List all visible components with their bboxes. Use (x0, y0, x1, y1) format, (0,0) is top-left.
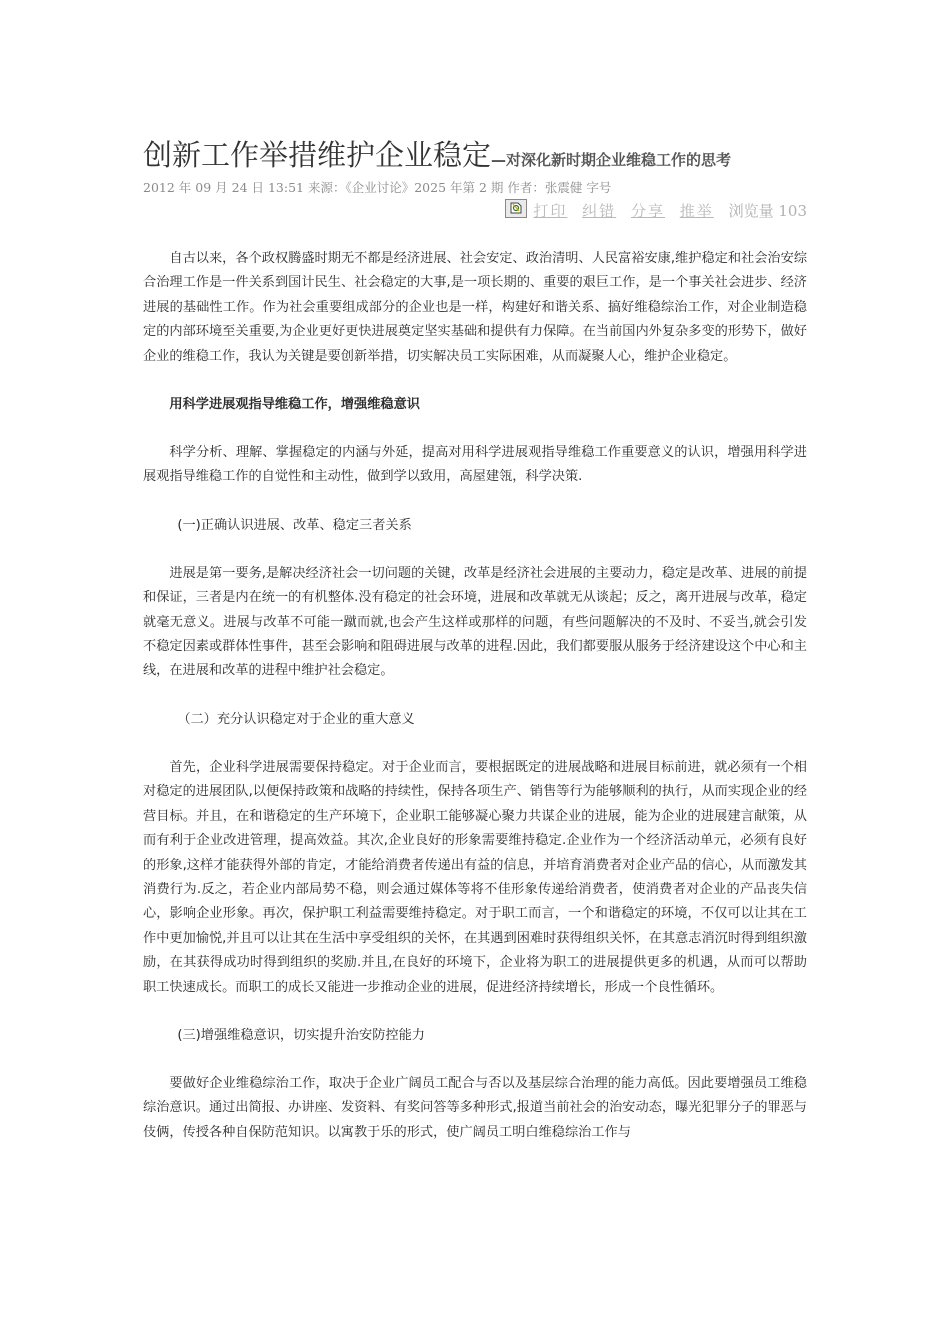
subsection-heading: （二）充分认识稳定对于企业的重大意义 (177, 711, 415, 727)
share-link[interactable]: 分享 (630, 202, 665, 220)
print-icon[interactable] (505, 199, 527, 218)
recommend-link[interactable]: 推举 (679, 202, 714, 220)
views-label: 浏览量 (728, 202, 774, 220)
article-subtitle: —对深化新时期企业维稳工作的思考 (491, 151, 732, 169)
paragraph: 进展是第一要务,是解决经济社会一切问题的关键，改革是经济社会进展的主要动力，稳定是改革、进展的前提和保证，三者是内在统一的有机整体.没有稳定的社会环境，进展和改革就无从谈起；反之，离开进展与改革，稳定就毫无意义。进展与改革不可能一蹴而就,也会产生这样或那样的问题，有些问题解决的不及时、不妥当,就会引发不稳定因素或群体性事件，甚至会影响和阻碍进展与改革的进程.因此，我们都要服从服务于经济建设这个中心和主线，在进展和改革的进程中维护社会稳定。 (143, 565, 807, 679)
paragraph: 自古以来，各个政权腾盛时期无不都是经济进展、社会安定、政治清明、人民富裕安康,维护稳定和社会治安综合治理工作是一件关系到国计民生、社会稳定的大事,是一项长期的、重要的艰巨工作，是一个事关社会进步、经济进展的基础性工作。作为社会重要组成部分的企业也是一样，构建好和谐关系、搞好维稳综治工作，对企业制造稳定的内部环境至关重要,为企业更好更快进展奠定坚实基础和提供有力保障。在当前国内外复杂多变的形势下，做好企业的维稳工作，我认为关键是要创新举措，切实解决员工实际困难，从而凝聚人心，维护企业稳定。 (143, 251, 807, 364)
print-link[interactable]: 打印 (533, 202, 568, 220)
subsection-heading: (三)增强维稳意识，切实提升治安防控能力 (177, 1027, 425, 1043)
article-actions (505, 199, 807, 221)
article-title: 创新工作举措维护企业稳定 (143, 138, 492, 172)
paragraph: 科学分析、理解、掌握稳定的内涵与外延，提高对用科学进展观指导维稳工作重要意义的认识，增强用科学进展观指导维稳工作的自觉性和主动性，做到学以致用，高屋建瓴，科学决策. (143, 445, 807, 485)
correct-link[interactable]: 纠错 (582, 202, 617, 220)
section-heading: 用科学进展观指导维稳工作，增强维稳意识 (169, 397, 420, 413)
subsection-heading: (一)正确认识进展、改革、稳定三者关系 (177, 517, 412, 533)
paragraph: 要做好企业维稳综治工作，取决于企业广阔员工配合与否以及基层综合治理的能力高低。因此要增强员工维稳综治意识。通过出简报、办讲座、发资料、有奖问答等多种形式,报道当前社会的治安动态，曝光犯罪分子的罪恶与伎俩，传授各种自保防范知识。以寓教于乐的形式，使广阔员工明白维稳综治工作与 (143, 1075, 807, 1140)
views-count: 103 (778, 202, 807, 220)
paragraph: 首先，企业科学进展需要保持稳定。对于企业而言，要根据既定的进展战略和进展目标前进，就必须有一个相对稳定的进展团队,以便保持政策和战略的持续性，保持各项生产、销售等行为能够顺利的执行，从而实现企业的经营目标。并且，在和谐稳定的生产环境下，企业职工能够凝心聚力共谋企业的进展，能为企业的进展建言献策，从而有利于企业改进管理，提高效益。其次,企业良好的形象需要维持稳定.企业作为一个经济活动单元，必须有良好的形象,这样才能获得外部的肯定，才能给消费者传递出有益的信息，并培育消费者对企业产品的信心，从而激发其消费行为.反之，若企业内部局势不稳，则会通过媒体等将不佳形象传递给消费者，使消费者对企业的产品丧失信心，影响企业形象。再次，保护职工利益需要维持稳定。对于职工而言，一个和谐稳定的环境，不仅可以让其在工作中更加愉悦,并且可以让其在生活中享受组织的关怀，在其遇到困难时获得组织关怀，在其意志消沉时得到组织激励，在其获得成功时得到组织的奖励.并且,在良好的环境下，企业将为职工的进展提供更多的机遇，从而可以帮助职工快速成长。而职工的成长又能进一步推动企业的进展，促进经济持续增长，形成一个良性循环。 (143, 759, 807, 995)
title-row (143, 133, 823, 174)
article-body (143, 247, 807, 1169)
article-meta: 2012 年 09 月 24 日 13:51 来源：《企业讨论》2025 年第 2 期 作者：张震健 字号 (143, 180, 612, 195)
